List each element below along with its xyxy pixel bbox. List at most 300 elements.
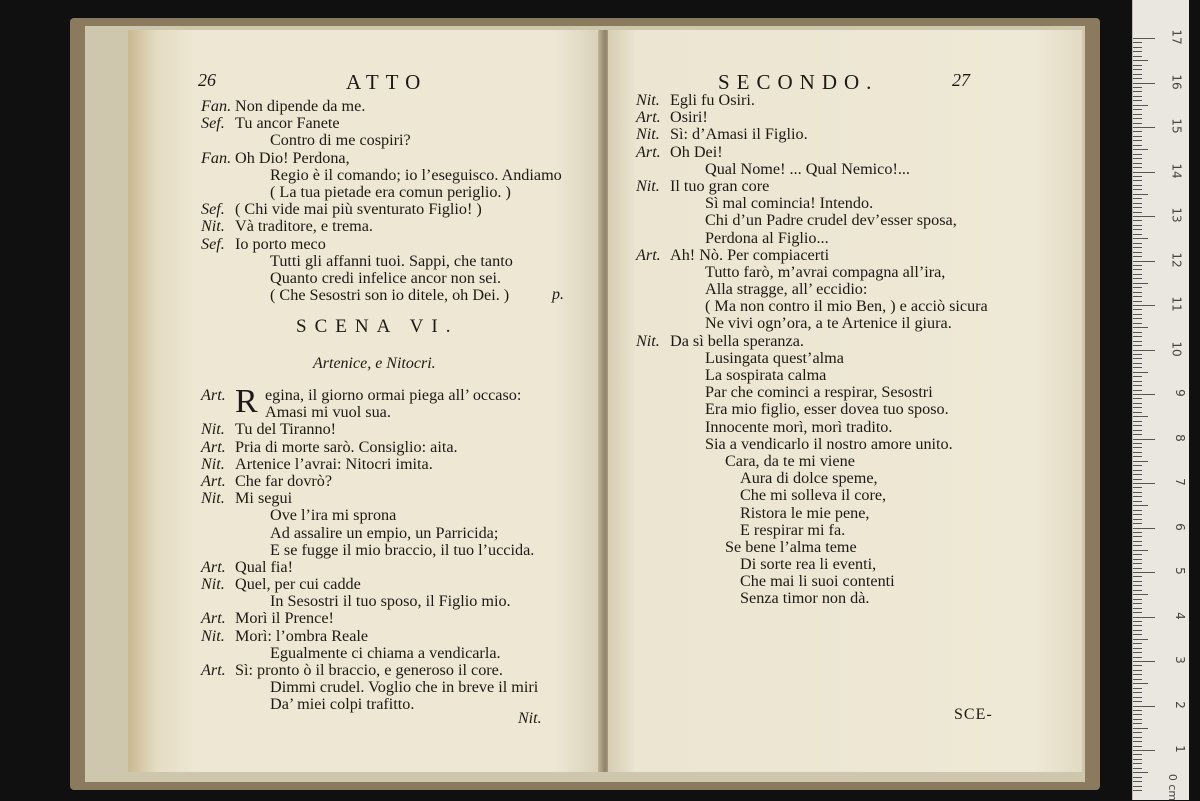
speaker-label: Art. [636,142,661,161]
text-line [636,573,988,590]
text-line [201,184,562,201]
verse-text: ( Ma non contro il mio Ben, ) e acciò sicura [705,297,988,316]
ruler-number: 15 [1169,118,1184,134]
ruler-tick [1133,127,1155,128]
left-page [128,30,602,772]
speaker-label: Nit. [201,489,225,508]
text-line [201,167,562,184]
ruler-tick [1133,314,1142,315]
verse-text: Tu del Tiranno! [235,420,337,439]
ruler-tick [1133,398,1142,399]
verse-text: Sì mal comincia! Intendo. [705,194,874,213]
text-line [201,576,538,593]
right-catchword: SCE- [954,706,993,723]
ruler-tick [1133,354,1142,355]
ruler-tick [1133,617,1155,618]
ruler-tick [1133,212,1142,213]
ruler-tick [1133,238,1148,239]
ruler-tick [1133,483,1155,484]
verse-text: Ove l’ira mi sprona [270,506,397,525]
ruler-tick [1133,220,1142,221]
ruler-number: 1 [1173,745,1188,753]
ruler-number: 6 [1173,522,1188,531]
verse-text: Che far dovrò? [235,471,333,490]
text-line [636,436,988,453]
ruler-tick [1133,634,1142,635]
text-line [636,161,988,178]
ruler-tick [1133,701,1142,702]
ruler-tick [1133,265,1142,266]
ruler-tick [1133,750,1155,751]
ruler-number: 13 [1169,207,1184,223]
verse-text: egina, il giorno ormai piega all’ occaso: [265,386,522,404]
ruler-tick [1133,688,1142,689]
ruler-tick [1133,136,1142,137]
ruler-tick [1133,145,1142,146]
ruler-number: 14 [1169,162,1184,179]
text-line [636,487,988,504]
ruler-unit-label: 0 cm [1165,773,1179,801]
verse-text: ( La tua pietade era comun periglio. ) [270,182,511,201]
verse-text: Morì il Prence! [235,609,334,628]
ruler-tick [1133,754,1142,755]
ruler-tick [1133,323,1142,324]
verse-text: Era mio figlio, esser dovea tuo sposo. [705,400,949,419]
ruler-tick [1133,630,1142,631]
speaker-label: Nit. [636,91,660,109]
ruler-tick [1133,781,1142,782]
ruler-number: 17 [1169,29,1184,45]
speaker-label: Art. [201,661,226,679]
verse-text: Senza timor non dà. [740,589,870,608]
ruler-tick [1133,487,1142,488]
verse-text: Ristora le mie pene, [740,503,870,522]
text-line [201,559,538,576]
ruler-tick [1133,621,1142,622]
ruler-tick [1133,60,1148,61]
ruler-tick [1133,381,1142,382]
ruler-tick [1133,585,1142,586]
scene-title: SCENA VI. [296,316,459,337]
text-line [201,490,538,507]
ruler-tick [1133,661,1155,662]
text-line [201,473,538,490]
text-line [636,195,988,212]
verse-text: Mi segui [235,489,293,508]
ruler-tick [1133,706,1155,707]
speaker-label: Art. [201,386,226,404]
ruler-tick [1133,523,1142,524]
text-line [636,367,988,384]
text-line [201,115,562,132]
scene-characters: Artenice, e Nitocri. [313,355,436,372]
ruler-tick [1133,496,1142,497]
ruler-tick [1133,225,1142,226]
ruler-tick [1133,123,1142,124]
speaker-label: Nit. [636,331,660,350]
ruler-tick [1133,42,1142,43]
ruler-tick [1133,519,1142,520]
speaker-label: Nit. [201,575,225,594]
ruler-tick [1133,648,1142,649]
text-line [201,287,562,304]
ruler-tick [1133,492,1142,493]
text-line [636,126,988,143]
ruler-tick [1133,198,1142,199]
ruler-tick [1133,287,1142,288]
ruler-tick [1133,665,1142,666]
verse-text: Amasi mi vuol sua. [265,403,391,422]
text-line [636,281,988,298]
ruler-tick [1133,109,1142,110]
text-line [201,439,538,456]
ruler-tick [1133,229,1142,230]
verse-text: Morì: l’ombra Reale [235,626,369,645]
text-line [201,201,562,218]
left-dialogue-top [201,98,562,304]
verse-text: Lusingata quest’alma [705,348,844,367]
verse-text: ( Chi vide mai più sventurato Figlio! ) [235,200,482,219]
speaker-label: Nit. [636,176,660,195]
verse-text: Di sorte rea li eventi, [740,555,877,574]
ruler-tick [1133,309,1142,310]
ruler-tick [1133,532,1142,533]
text-line [636,419,988,436]
ruler-tick [1133,47,1142,48]
ruler-tick [1133,581,1142,582]
ruler-tick [1133,243,1142,244]
verse-text: Ne vivi ogn’ora, a te Artenice il giura. [705,314,952,333]
ruler-tick [1133,514,1142,515]
ruler-tick [1133,510,1142,511]
ruler-tick [1133,350,1155,351]
text-line [201,525,538,542]
ruler-tick [1133,261,1155,262]
ruler-tick [1133,474,1142,475]
text-line [636,264,988,281]
measurement-ruler [1132,0,1189,800]
left-running-header: ATTO [346,70,428,94]
ruler-tick [1133,670,1142,671]
ruler-tick [1133,714,1142,715]
ruler-tick [1133,336,1142,337]
speaker-label: Art. [636,245,661,264]
text-line [636,247,988,264]
verse-text: Alla stragge, all’ eccidio: [705,280,868,299]
verse-text: Sia a vendicarlo il nostro amore unito. [705,434,953,453]
ruler-tick [1133,341,1142,342]
ruler-tick [1133,407,1142,408]
ruler-tick [1133,732,1142,733]
verse-text: E respirar mi fa. [740,520,846,539]
ruler-tick [1133,176,1142,177]
ruler-tick [1133,194,1148,195]
ruler-tick [1133,741,1142,742]
speaker-label: Art. [636,108,661,127]
text-line [636,178,988,195]
verse-text: La sospirata calma [705,366,827,384]
margin-mark: p. [552,286,564,303]
text-line [201,507,538,524]
ruler-tick [1133,131,1142,132]
ruler-tick [1133,327,1148,328]
ruler-tick [1133,38,1155,39]
text-line [201,662,538,679]
ruler-tick [1133,149,1148,150]
verse-text: Regio è il comando; io l’eseguisco. Andiamo [270,165,562,184]
left-dialogue-bottom [201,383,539,714]
ruler-tick [1133,719,1142,720]
ruler-tick [1133,367,1142,368]
ruler-tick [1133,158,1142,159]
right-page-number: 27 [952,70,970,90]
ruler-tick [1133,51,1142,52]
ruler-tick [1133,87,1142,88]
text-line [201,404,538,421]
speaker-label: Sef. [201,200,225,219]
speaker-label: Art. [201,437,226,456]
text-line [636,505,988,522]
ruler-tick [1133,203,1142,204]
speaker-label: Art. [201,609,226,628]
ruler-tick [1133,96,1142,97]
ruler-tick [1133,416,1148,417]
ruler-tick [1133,430,1142,431]
right-dialogue [636,92,988,608]
ruler-tick [1133,296,1142,297]
verse-text: Oh Dio! Perdona, [235,148,350,167]
verse-text: Qual Nome! ... Qual Nemico!... [705,159,910,178]
ruler-tick [1133,683,1148,684]
ruler-tick [1133,434,1142,435]
ruler-tick [1133,777,1142,778]
text-line [636,539,988,556]
ruler-tick [1133,283,1148,284]
ruler-tick [1133,563,1142,564]
ruler-tick [1133,403,1142,404]
ruler-tick [1133,180,1142,181]
speaker-label: Nit. [201,454,225,473]
ruler-number: 2 [1173,700,1188,709]
verse-text: Cara, da te mi viene [725,451,855,470]
ruler-tick [1133,786,1142,787]
ruler-tick [1133,394,1155,395]
ruler-tick [1133,185,1142,186]
text-line [636,92,988,109]
speaker-label: Nit. [636,125,660,144]
ruler-tick [1133,608,1142,609]
ruler-tick [1133,550,1148,551]
ruler-tick [1133,105,1148,106]
ruler-number: 4 [1173,611,1188,620]
speaker-label: Nit. [201,420,225,439]
ruler-tick [1133,421,1142,422]
speaker-label: Art. [201,557,226,576]
verse-text: Tutti gli affanni tuoi. Sappi, che tanto [270,251,513,270]
ruler-tick [1133,412,1142,413]
text-line [636,315,988,332]
ruler-tick [1133,576,1142,577]
verse-text: Quanto credi infelice ancor non sei. [270,268,502,287]
verse-text: In Sesostri il tuo sposo, il Figlio mio. [270,592,511,611]
text-line [636,590,988,607]
ruler-tick [1133,247,1142,248]
verse-text: Chi d’un Padre crudel dev’esser sposa, [705,211,957,230]
ruler-tick [1133,439,1155,440]
ruler-tick [1133,505,1148,506]
verse-text: Che mi solleva il core, [740,486,887,505]
ruler-number: 12 [1169,251,1184,268]
text-line [636,522,988,539]
ruler-tick [1133,456,1142,457]
ruler-tick [1133,590,1142,591]
text-line [636,556,988,573]
ruler-tick [1133,172,1155,173]
speaker-label: Nit. [201,626,225,645]
verse-text: Quel, per cui cadde [235,575,361,594]
text-line [201,132,562,149]
ruler-tick [1133,594,1148,595]
right-running-header: SECONDO. [718,70,879,94]
ruler-tick [1133,465,1142,466]
ruler-tick [1133,461,1148,462]
verse-text: Oh Dei! [670,142,723,161]
ruler-tick [1133,479,1142,480]
ruler-tick [1133,65,1142,66]
ruler-number: 8 [1173,433,1188,442]
text-line [636,230,988,247]
ruler-tick [1133,252,1142,253]
ruler-tick [1133,763,1142,764]
ruler-tick [1133,363,1142,364]
text-line [201,679,538,696]
verse-text: Aura di dolce speme, [740,469,878,488]
speaker-label: Fan. [201,97,232,115]
verse-text: Perdona al Figlio... [705,228,829,247]
ruler-tick [1133,207,1142,208]
ruler-number: 3 [1173,656,1188,664]
ruler-tick [1133,452,1142,453]
ruler-tick [1133,470,1142,471]
ruler-tick [1133,114,1142,115]
text-line [201,456,538,473]
verse-text: Egli fu Osiri. [670,91,755,109]
ruler-tick [1133,639,1148,640]
speaker-label: Sef. [201,114,225,133]
verse-text: ( Che Sesostri son io ditele, oh Dei. ) [270,286,510,305]
text-line [636,350,988,367]
ruler-number: 11 [1169,296,1184,312]
text-line [636,298,988,315]
verse-text: Qual fia! [235,557,293,576]
verse-text: Ad assalire un empio, un Parricida; [270,523,499,542]
ruler-tick [1133,91,1142,92]
ruler-tick [1133,305,1155,306]
ruler-tick [1133,723,1142,724]
ruler-tick [1133,425,1142,426]
ruler-tick [1133,234,1142,235]
text-line [636,384,988,401]
ruler-tick [1133,572,1155,573]
text-line [636,333,988,350]
ruler-tick [1133,167,1142,168]
ruler-number: 5 [1173,567,1188,575]
ruler-tick [1133,74,1142,75]
ruler-tick [1133,385,1142,386]
ruler-number: 7 [1173,478,1188,486]
ruler-tick [1133,710,1142,711]
ruler-tick [1133,376,1142,377]
text-line [201,218,562,235]
text-line [201,542,538,559]
ruler-tick [1133,772,1148,773]
speaker-label: Art. [201,471,226,490]
ruler-tick [1133,759,1142,760]
ruler-tick [1133,56,1142,57]
ruler-tick [1133,78,1142,79]
text-line [636,470,988,487]
ruler-tick [1133,536,1142,537]
verse-text: E se fugge il mio braccio, il tuo l’uccida. [270,540,535,559]
ruler-tick [1133,292,1142,293]
ruler-tick [1133,332,1142,333]
drop-cap: R [235,383,258,420]
ruler-tick [1133,768,1142,769]
verse-text: Sì: pronto ò il braccio, e generoso il core. [235,661,503,679]
ruler-tick [1133,358,1142,359]
ruler-tick [1133,559,1142,560]
ruler-tick [1133,737,1142,738]
ruler-tick [1133,69,1142,70]
speaker-label: Sef. [201,234,225,253]
text-line [201,421,538,438]
verse-text: Non dipende da me. [235,97,366,115]
text-line [201,387,538,404]
ruler-tick [1133,625,1142,626]
verse-text: Par che cominci a respirar, Sesostri [705,383,933,402]
ruler-number: 10 [1169,340,1184,357]
ruler-tick [1133,657,1142,658]
ruler-tick [1133,118,1142,119]
ruler-tick [1133,697,1142,698]
ruler-tick [1133,154,1142,155]
ruler-tick [1133,790,1142,791]
ruler-tick [1133,372,1148,373]
right-page [608,30,1082,772]
ruler-tick [1133,541,1142,542]
text-line [201,253,562,270]
ruler-tick [1133,612,1142,613]
text-line [201,628,538,645]
ruler-tick [1133,318,1142,319]
text-line [201,150,562,167]
verse-text: Và traditore, e trema. [235,217,373,236]
verse-text: Se bene l’alma teme [725,537,857,556]
ruler-tick [1133,728,1148,729]
text-line [636,212,988,229]
ruler-tick [1133,278,1142,279]
ruler-tick [1133,443,1142,444]
ruler-number: 16 [1169,73,1184,90]
verse-text: Innocente morì, morì tradito. [705,417,893,436]
ruler-tick [1133,269,1142,270]
ruler-tick [1133,652,1142,653]
ruler-tick [1133,390,1142,391]
verse-text: Tutto farò, m’avrai compagna all’ira, [705,262,946,281]
ruler-tick [1133,301,1142,302]
text-line [201,645,538,662]
text-line [201,610,538,627]
